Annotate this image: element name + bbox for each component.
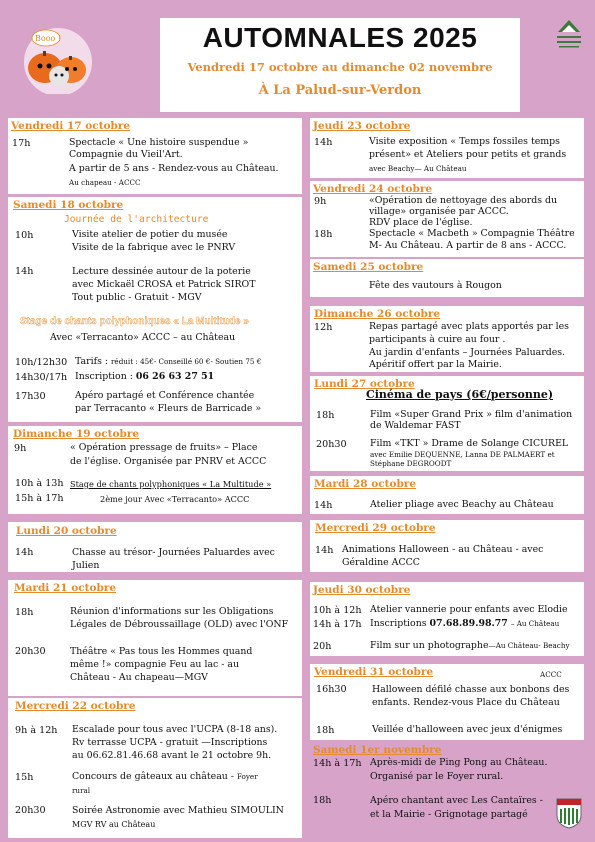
event-time: 9h [14,443,27,454]
page-title: AUTOMNALES 2025 [202,22,478,53]
event-text: Fête des vautours à Rougon [369,280,502,291]
event-text: Film «TKT » Drame de Solange CICUREL [370,438,569,449]
event-text: Rv terrasse UCPA - gratuit —Inscriptions [72,737,268,748]
event-text: Apéro partagé et Conférence chantée [75,390,255,401]
event-text: présent» et Ateliers pour petits et grands [369,149,567,160]
day-heading: Lundi 20 octobre [16,525,117,537]
event-text: Théâtre « Pas tous les Hommes quand [70,646,253,657]
event-text: Réunion d'informations sur les Obligations [70,606,274,617]
day-heading: Jeudi 30 octobre [313,584,411,596]
event-text: au 06.62.81.46.68 avant le 21 octobre 9h. [72,750,272,761]
event-text: « Opération pressage de fruits» – Place [70,442,258,453]
event-text: «Opération de nettoyage des abords du [369,195,558,206]
booo-text: Booo ! [35,34,62,43]
event-text: par Terracanto « Fleurs de Barricade » [75,403,262,414]
event-text: avec Beachy— Au Château [369,164,467,173]
event-text: Apéro chantant avec Les Cantaïres - [370,795,543,806]
panel-mercredi-22 [8,698,302,838]
event-text: A partir de 5 ans - Rendez-vous au Château. [69,163,279,174]
event-time: 14h [315,545,334,556]
event-text: Concours de gâteaux au château - Foyer [72,771,258,782]
day-heading: Vendredi 24 octobre [313,183,433,195]
event-text: Stage de chants polyphoniques « La Multitude » [70,479,272,489]
section-architecture: Journée de l'architecture [64,214,209,225]
event-text: Lecture dessinée autour de la poterie [72,266,251,277]
event-time: 9h [314,196,327,207]
event-text: Chasse au trésor- Journées Paluardes avec [72,547,275,558]
event-time: 10h/12h30 [15,357,68,368]
event-time: 18h [15,607,34,618]
day-heading: Jeudi 23 octobre [313,120,411,132]
event-time: 10h à 12h [313,605,362,616]
event-time: 20h30 [316,439,347,450]
event-text: Au jardin d'enfants – Journées Paluardes. [369,347,566,358]
event-text: MGV RV au Château [72,820,156,829]
event-text: 2ème jour Avec «Terracanto» ACCC [100,494,250,504]
event-text: de l'église. Organisée par PNRV et ACCC [70,456,267,467]
event-text: Apéritif offert par la Mairie. [369,359,502,370]
event-time: 9h à 12h [15,725,58,736]
event-time: 18h [314,229,333,240]
event-text: Animations Halloween - au Château - avec [342,544,544,555]
event-text: avec Mickaël CROSA et Patrick SIROT [72,279,256,290]
event-text: Film «Super Grand Prix » film d'animation [370,409,573,420]
event-time: 18h [313,795,332,806]
event-text: Tout public - Gratuit - MGV [72,292,202,303]
event-text: Tarifs : réduit : 45€- Conseillé 60 €- Soutien 75 € [75,356,262,367]
event-text: Film sur un photographe—Au Château- Beachy [370,640,570,651]
event-text: Repas partagé avec plats apportés par les [369,321,569,332]
event-time: 14h [314,500,333,511]
event-text: Julien [72,560,100,571]
event-time: 14h [15,547,34,558]
event-text: Spectacle « Macbeth » Compagnie Théâtre [369,228,575,239]
event-text: Halloween défilé chasse aux bonbons des [372,684,570,695]
day-heading: Lundi 27 octobre [314,378,415,390]
event-time: 14h à 17h [313,758,362,769]
event-text: Escalade pour tous avec l'UCPA (8-18 ans). [72,724,278,735]
event-text: Au chapeau - ACCC [69,178,141,187]
event-time: 10h [15,230,34,241]
day-heading: Mardi 21 octobre [14,582,117,594]
event-text: Légales de Débroussaillage (OLD) avec l'ONF [70,619,289,630]
event-time: 14h [15,266,34,277]
event-text: rural [72,786,91,795]
day-heading: Samedi 1er novembre [313,744,442,756]
event-text: Inscription : 06 26 63 27 51 [75,371,215,382]
event-text: Visite atelier de potier du musée [72,229,228,240]
event-text: Soirée Astronomie avec Mathieu SIMOULIN [72,805,284,816]
cinema-section: Cinéma de pays (6€/personne) [366,388,554,401]
event-text: Veillée d'halloween avec jeux d'énigmes [372,724,563,735]
date-range: Vendredi 17 octobre au dimanche 02 novembre [187,60,493,74]
event-time: 14h [314,137,333,148]
event-text: Visite exposition « Temps fossiles temps [369,136,560,147]
section-stage-chants: Stage de chants polyphoniques « La Multitude » [20,316,249,327]
event-time: 16h30 [316,684,347,695]
event-time: 20h30 [15,646,46,657]
event-time: 14h à 17h [313,619,362,630]
event-text: participants à cuire au four . [369,334,506,345]
event-time: 15h [15,772,34,783]
event-text: village» organisée par ACCC. [369,206,509,217]
event-time: 20h [313,641,332,652]
pumpkins-logo-icon [18,14,110,94]
event-text: Visite de la fabrique avec le PNRV [72,242,236,253]
day-heading: Vendredi 31 octobre [314,666,434,678]
event-time: 14h30/17h [15,372,68,383]
event-text: Avec «Terracanto» ACCC – au Château [50,332,236,343]
day-heading: Mardi 28 octobre [314,478,417,490]
day-heading: Dimanche 26 octobre [314,308,441,320]
day-heading: Vendredi 17 octobre [11,120,131,132]
event-time: 12h [314,322,333,333]
event-text: Spectacle « Une histoire suspendue » [69,137,249,148]
event-time: 10h à 13h [15,478,64,489]
la-palud-crest-icon [555,795,583,829]
event-text: avec Emilie DEQUENNE, Lanna DE PALMAERT et [370,450,555,459]
day-heading: Dimanche 19 octobre [13,428,140,440]
event-text: Compagnie du Vieil'Art. [69,149,183,160]
event-text: Stéphane DEGROODT [370,459,452,468]
day-heading: Mercredi 29 octobre [315,522,436,534]
day-heading: Samedi 25 octobre [313,261,424,273]
event-text: Château - Au chapeau—MGV [70,672,208,683]
event-text: Géraldine ACCC [342,557,420,568]
maison-gorges-verdon-logo-icon [552,14,586,54]
event-text: même !» compagnie Feu au lac - au [70,659,240,670]
organizer: ACCC [540,670,562,679]
event-text: Atelier pliage avec Beachy au Château [370,499,554,510]
event-text: et la Mairie - Grignotage partagé [370,809,528,820]
event-time: 17h [12,138,31,149]
event-time: 17h30 [15,391,46,402]
event-time: 20h30 [15,805,46,816]
event-text: de Waldemar FAST [370,420,461,431]
event-text: Organisé par le Foyer rural. [370,771,504,782]
day-heading: Mercredi 22 octobre [15,700,136,712]
event-time: 15h à 17h [15,493,64,504]
event-text: Inscriptions 07.68.89.98.77 – Au Château [370,618,560,629]
event-time: 18h [316,410,335,421]
event-text: enfants. Rendez-vous Place du Château [372,697,560,708]
event-text: RDV place de l'église. [369,217,473,228]
venue: À La Palud-sur-Verdon [258,83,422,98]
event-time: 18h [316,725,335,736]
event-text: Atelier vannerie pour enfants avec Elodie [370,604,568,615]
day-heading: Samedi 18 octobre [13,199,124,211]
event-text: Après-midi de Ping Pong au Château. [370,757,548,768]
event-text: M- Au Château. A partir de 8 ans - ACCC. [369,240,567,251]
